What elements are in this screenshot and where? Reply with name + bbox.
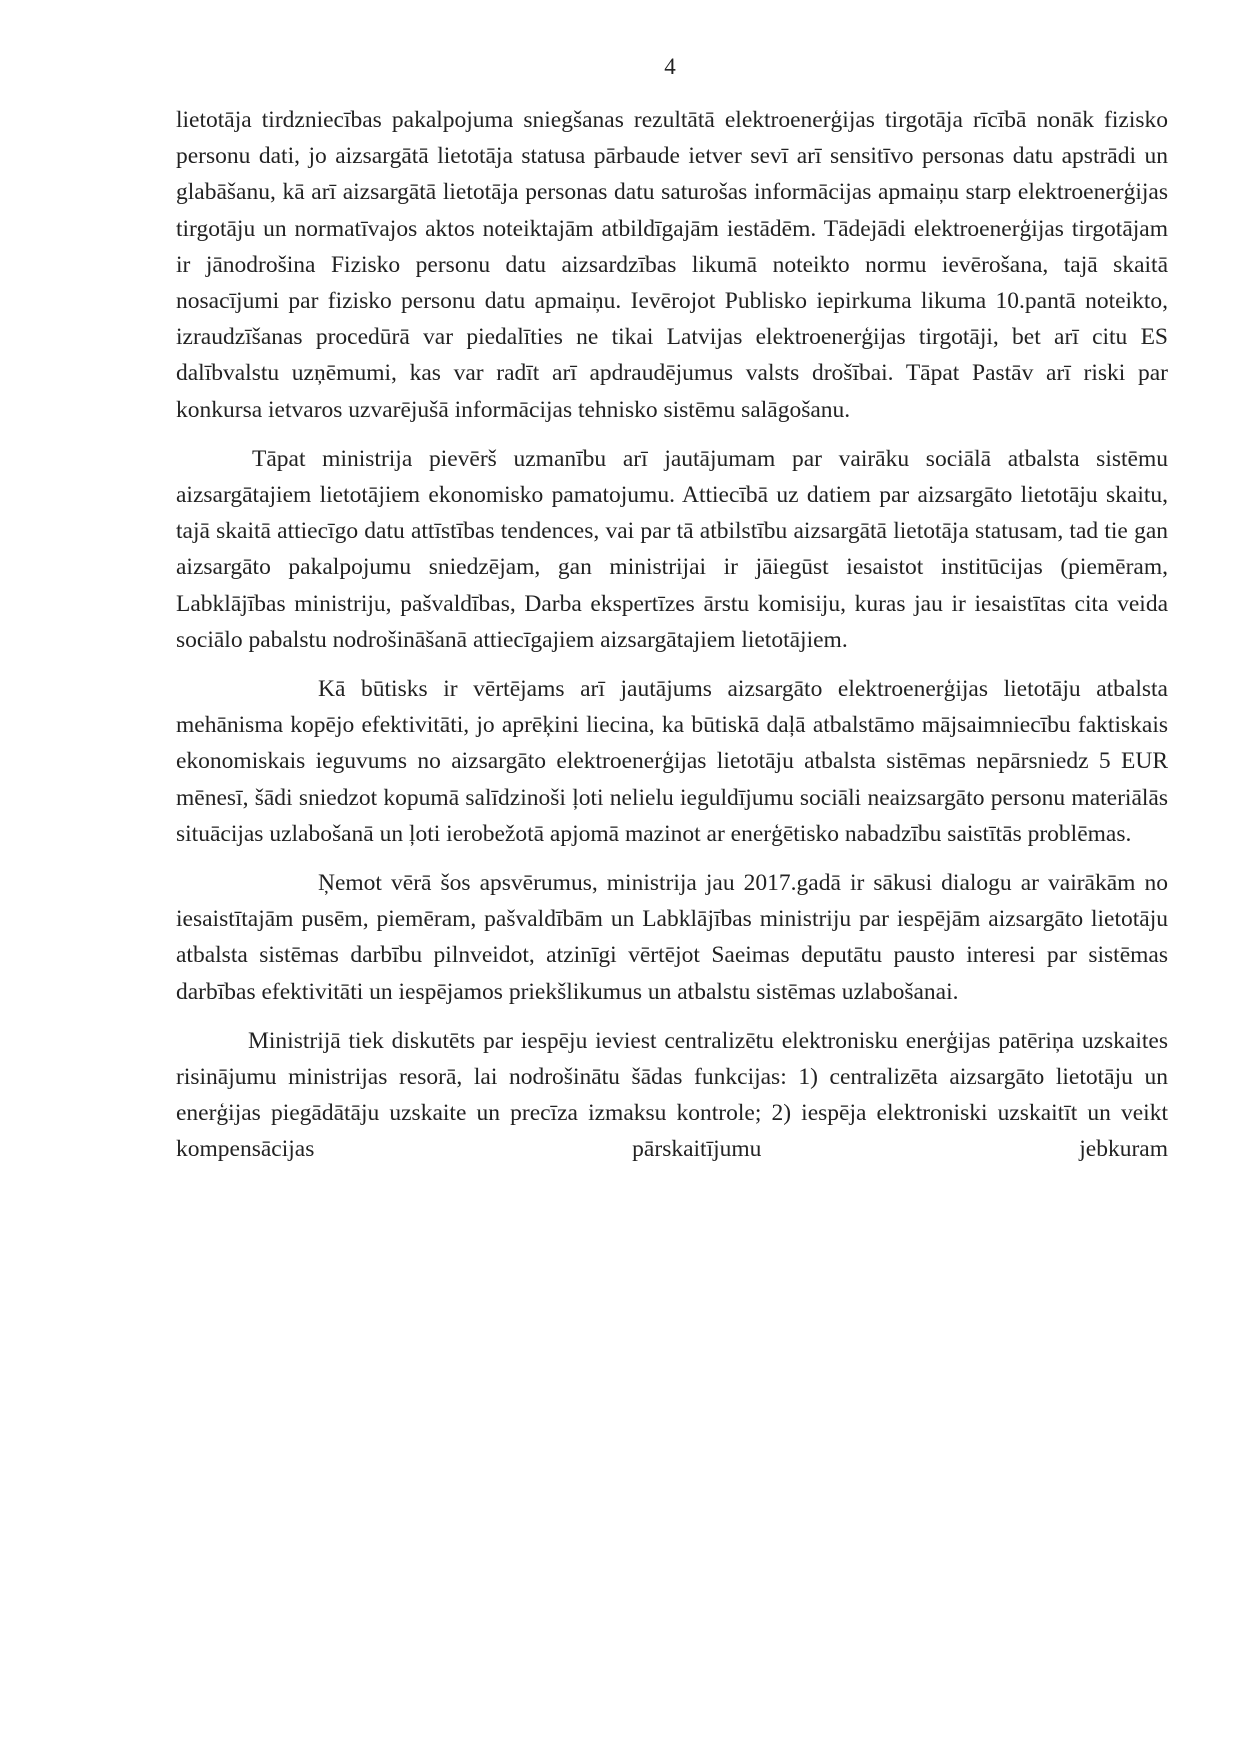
paragraph-efficiency: Kā būtisks ir vērtējams arī jautājums aizsargāto elektroenerģijas lietotāju atbalsta mehānisma kopējo efektivitāti, jo aprēķini liecina, ka būtiskā daļā atbalstāmo mājsaimniecību faktiskais ekonomiskais ieguvums no aizsargāto elektroenerģijas lietotāju atbalsta sistēmas nepārsniedz 5 EUR mēnesī, šādi sniedzot kopumā salīdzinoši ļoti nelielu ieguldījumu sociāli neaizsargāto personu materiālās situācijas uzlabošanā un ļoti ierobežotā apjomā mazinot ar enerģētisko nabadzību saistītās problēmas. [176,676,1168,847]
page-number: 4 [664,54,676,79]
document-body [176,102,1168,1168]
paragraph-centralized-system: Ministrijā tiek diskutēts par iespēju ieviest centralizētu elektronisku enerģijas patēriņa uzskaites risinājumu ministrijas resorā, lai nodrošinātu šādas funkcijas: 1) centralizēta aizsargāto lietotāju un enerģijas piegādātāju uzskaite un precīza izmaksu kontrole; 2) iespēja elektroniski uzskaitīt un veikt kompensācijas pārskaitījumu jebkuram [176,1027,1168,1163]
paragraph-dialogue: Ņemot vērā šos apsvērumus, ministrija jau 2017.gadā ir sākusi dialogu ar vairākām no iesaistītajām pusēm, piemēram, pašvaldībām un Labklājības ministriju par iespējām aizsargāto lietotāju atbalsta sistēmas darbību pilnveidot, atzinīgi vērtējot Saeimas deputātu pausto interesi par sistēmas darbības efektivitāti un iespējamos priekšlikumus un atbalstu sistēmas uzlabošanai. [176,870,1168,1005]
paragraph-continued: lietotāja tirdzniecības pakalpojuma sniegšanas rezultātā elektroenerģijas tirgotāja rīcībā nonāk fizisko personu dati, jo aizsargātā lietotāja statusa pārbaude ietver sevī arī sensitīvo personas datu apstrādi un glabāšanu, kā arī aizsargātā lietotāja personas datu saturošas informācijas apmaiņu starp elektroenerģijas tirgotāju un normatīvajos aktos noteiktajām atbildīgajām iestādēm. Tādejādi elektroenerģijas tirgotājam ir jānodrošina Fizisko personu datu aizsardzības likumā noteikto normu ievērošana, tajā skaitā nosacījumi par fizisko personu datu apmaiņu. Ievērojot Publisko iepirkuma likuma 10.pantā noteikto, izraudzīšanas procedūrā var piedalīties ne tikai Latvijas elektroenerģijas tirgotāji, bet arī citu ES dalībvalstu uzņēmumi, kas var radīt arī apdraudējumus valsts drošībai. Tāpat Pastāv arī riski par konkursa ietvaros uzvarējušā informācijas tehnisko sistēmu salāgošanu. [176,107,1168,423]
paragraph-social-support: Tāpat ministrija pievērš uzmanību arī jautājumam par vairāku sociālā atbalsta sistēmu aizsargātajiem lietotājiem ekonomisko pamatojumu. Attiecībā uz datiem par aizsargāto lietotāju skaitu, tajā skaitā attiecīgo datu attīstības tendences, vai par tā atbilstību aizsargātā lietotāja statusam, tad tie gan aizsargāto pakalpojumu sniedzējam, gan ministrijai ir jāiegūst iesaistot institūcijas (piemēram, Labklājības ministriju, pašvaldības, Darba ekspertīzes ārstu komisiju, kuras jau ir iesaistītas cita veida sociālo pabalstu nodrošināšanā attiecīgajiem aizsargātajiem lietotājiem. [176,445,1168,653]
